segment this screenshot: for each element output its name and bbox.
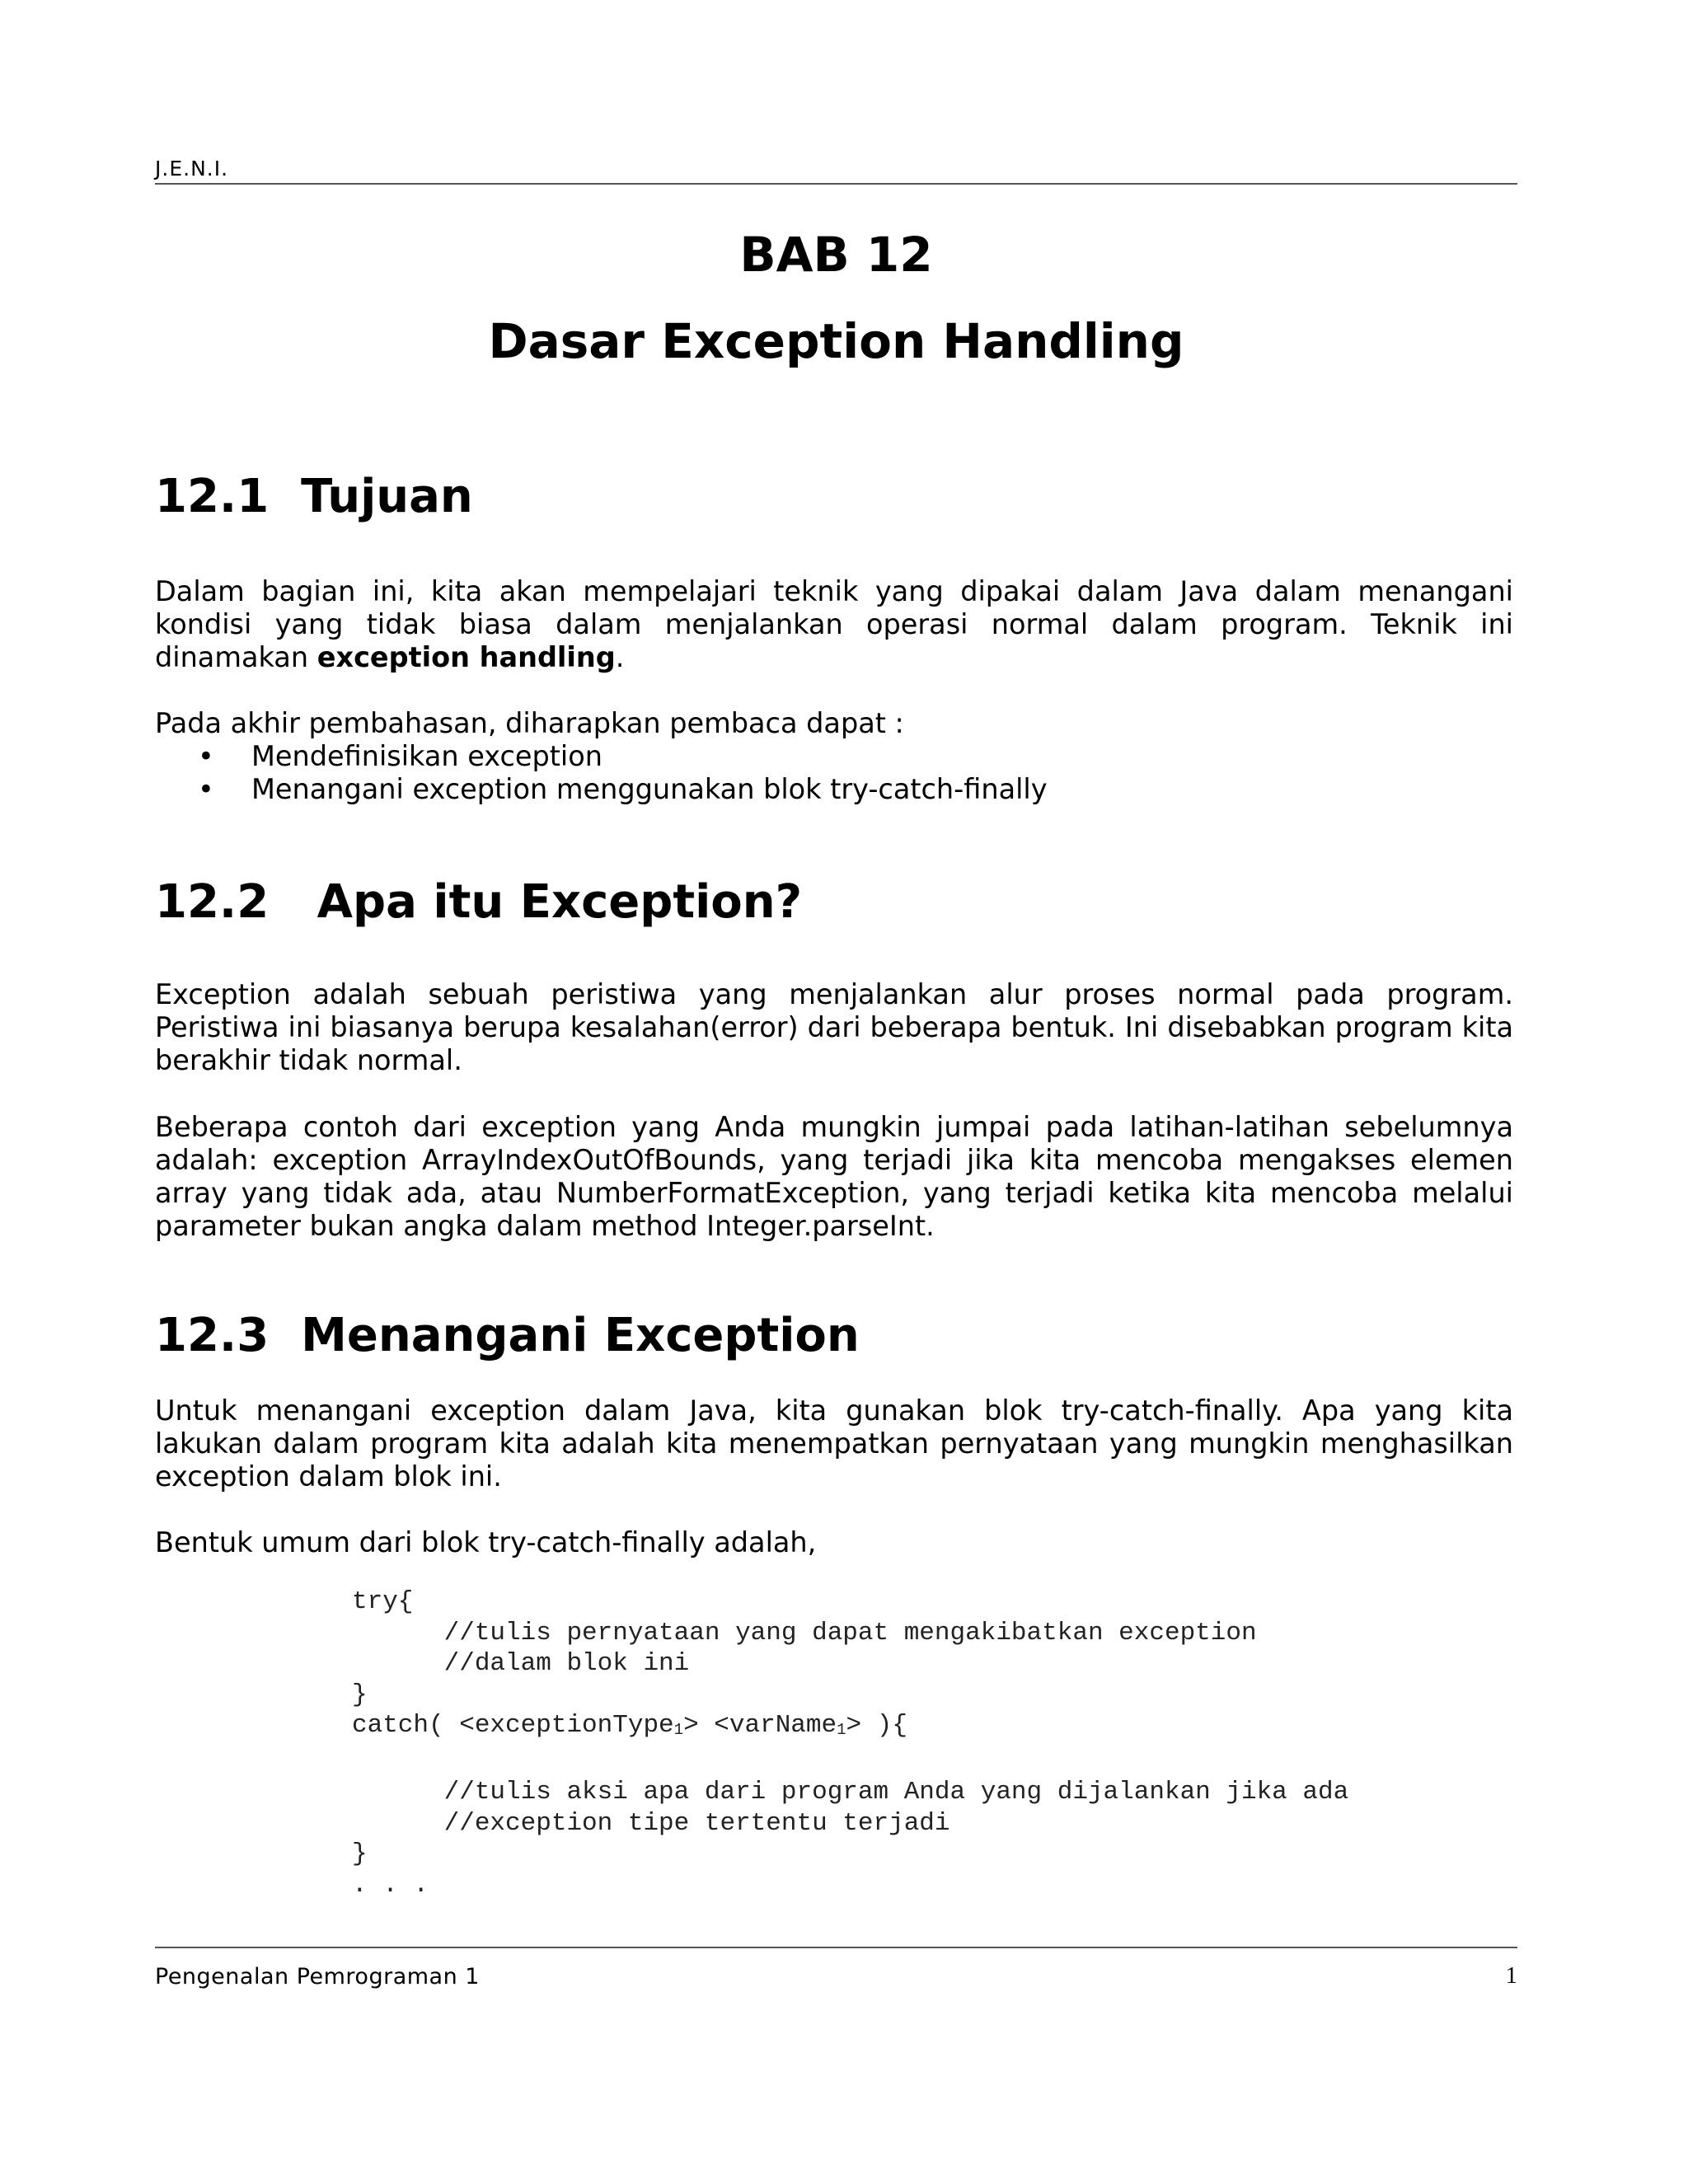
code-line: //exception tipe tertentu terjadi (352, 1808, 950, 1838)
bold-term: exception handling (316, 641, 616, 673)
paragraph-end: . (615, 641, 625, 673)
paragraph-tujuan-goals: Pada akhir pembahasan, diharapkan pembaca dapat : (155, 707, 904, 739)
header-title: J.E.N.I. (155, 157, 229, 180)
header-rule (155, 183, 1517, 185)
paragraph-exception-definition: Exception adalah sebuah peristiwa yang menjalankan alur proses normal pada program. Peristiwa ini biasanya berupa kesalahan(error) dari beberapa bentuk. Ini disebabkan program kita berakhir tidak normal. (155, 978, 1513, 1076)
code-line: //dalam blok ini (352, 1649, 690, 1678)
list-item (155, 740, 1513, 773)
paragraph-general-form: Bentuk umum dari blok try-catch-finally adalah, (155, 1526, 817, 1558)
paragraph-handling-intro: Untuk menangani exception dalam Java, kita gunakan blok try-catch-finally. Apa yang kita lakukan dalam program kita adalah kita menempatkan pernyataan yang mungkin menghasilkan exception dalam blok ini. (155, 1394, 1513, 1493)
code-line: //tulis pernyataan yang dapat mengakibatkan exception (352, 1618, 1257, 1647)
code-line: } (352, 1840, 368, 1868)
bullet-icon: • (198, 773, 214, 805)
list-item-text: Mendefinisikan exception (251, 740, 603, 772)
footer-title: Pengenalan Pemrograman 1 (155, 1964, 480, 1990)
chapter-title: Dasar Exception Handling (488, 313, 1184, 369)
section-heading-tujuan: 12.1 Tujuan (155, 470, 473, 523)
code-fragment: > <varName (683, 1711, 837, 1740)
code-fragment: > ){ (846, 1711, 907, 1740)
section-heading-apa-itu-exception: 12.2 Apa itu Exception? (155, 875, 803, 929)
paragraph-exception-examples: Beberapa contoh dari exception yang Anda mungkin jumpai pada latihan-latihan sebelumnya adalah: exception ArrayIndexOutOfBounds, yang terjadi jika kita mencoba mengakses elemen array yang tidak ada, atau NumberFormatException, yang terjadi ketika kita mencoba melalui parameter bukan angka dalam method Integer.parseInt. (155, 1111, 1513, 1242)
paragraph-text: Dalam bagian ini, kita akan mempelajari teknik yang dipakai dalam Java dalam menangani kondisi yang tidak biasa dalam menjalankan operasi normal dalam program. Teknik ini dinamakan (155, 575, 1513, 673)
bullet-icon: • (198, 740, 214, 772)
paragraph-tujuan-intro (155, 575, 1513, 674)
chapter-number: BAB 12 (739, 227, 933, 283)
code-line: . . . (352, 1870, 429, 1900)
code-line: //tulis aksi apa dari program Anda yang dijalankan jika ada (352, 1778, 1349, 1807)
footer-rule (155, 1947, 1517, 1948)
code-line: try{ (352, 1587, 414, 1616)
list-item-text: Menangani exception menggunakan blok try-catch-finally (251, 773, 1048, 805)
page-number: 1 (1505, 1962, 1517, 1989)
code-block (352, 1586, 1348, 1900)
code-line: } (352, 1680, 368, 1709)
code-subscript: 1 (837, 1721, 846, 1739)
code-subscript: 1 (673, 1721, 684, 1739)
section-heading-menangani-exception: 12.3 Menangani Exception (155, 1309, 860, 1362)
code-fragment: catch( <exceptionType (352, 1711, 674, 1740)
code-line-catch (352, 1711, 907, 1740)
list-item (155, 773, 1513, 806)
goals-list (155, 740, 1513, 806)
